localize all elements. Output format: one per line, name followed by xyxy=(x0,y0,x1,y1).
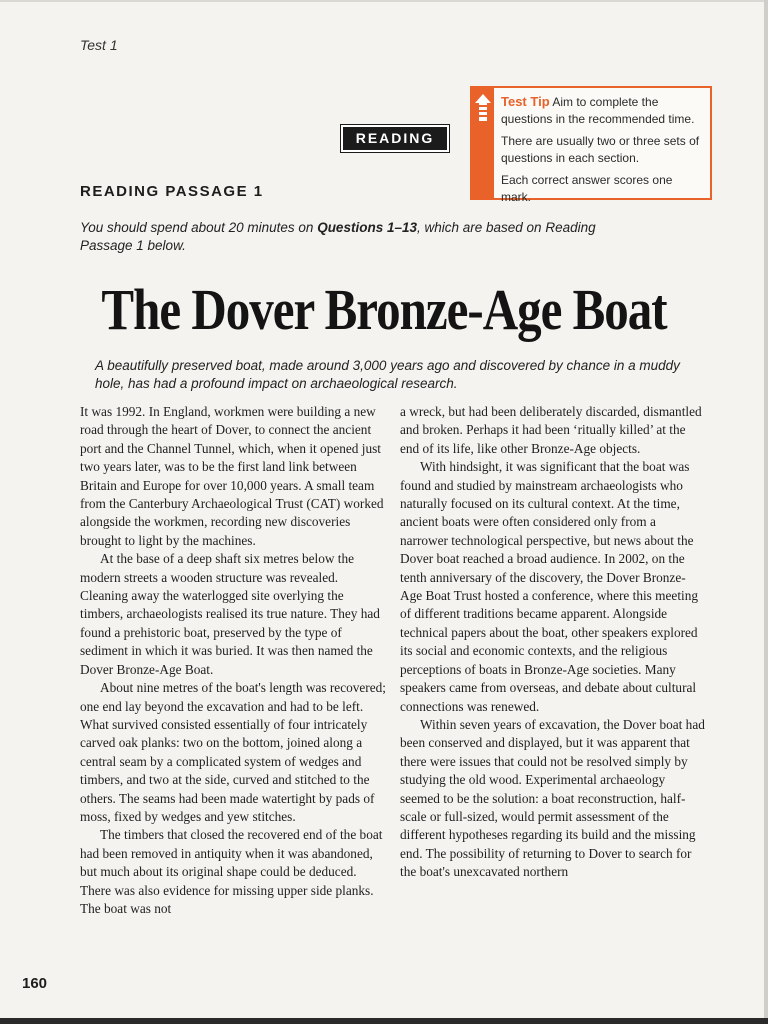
tip-lines-icon xyxy=(479,105,487,120)
tip-line-3: Each correct answer scores one mark. xyxy=(501,173,673,204)
page-edge-bottom xyxy=(0,1018,768,1024)
paragraph: At the base of a deep shaft six metres below the modern streets a wooden structure was revealed. Cleaning away the waterlogged site overlying the timbers, archaeologists realised its true nature. They had found a prehistoric boat, preserved by the type of sediment in which it was buried. It was then named the Dover Bronze-Age Boat. xyxy=(80,551,380,677)
paragraph: About nine metres of the boat's length was recovered; one end lay beyond the excavation and had to be left. What survived consisted essentially of four intricately carved oak planks: two on the bottom, joined along a central seam by a complicated system of wedges and timbers, and two at the side, curved and stitched to the others. The seams had been made watertight by pads of moss, fixed by wedges and yew stitches. xyxy=(80,680,386,824)
left-column xyxy=(80,403,387,918)
instructions-questions: Questions 1–13 xyxy=(317,220,417,235)
instructions-after: , which are based on Reading Passage 1 below. xyxy=(80,220,596,253)
tip-line-2: There are usually two or three sets of questions in each section. xyxy=(501,134,700,165)
paragraph: a wreck, but had been deliberately discarded, dismantled and broken. Perhaps it had been ‘ritually killed’ at the end of its life, like other Bronze-Age objects. xyxy=(400,404,702,456)
instructions-before: You should spend about 20 minutes on xyxy=(80,220,318,235)
test-tip-box xyxy=(470,86,712,204)
paragraph: It was 1992. In England, workmen were building a new road through the heart of Dover, to connect the ancient port and the Channel Tunnel, which, when it opened just two years later, was to be the first land link between Britain and Europe for over 10,000 years. A small team from the Canterbury Archaeological Trust (CAT) worked alongside the workmen, recording new discoveries brought to light by the machines. xyxy=(80,404,384,548)
tip-text xyxy=(501,93,705,211)
up-arrow-icon xyxy=(475,94,491,103)
paragraph: With hindsight, it was significant that the boat was found and studied by mainstream archaeologists who naturally focused on its cultural context. At the time, ancient boats were often considered only from a narrower technological perspective, but news about the Dover boat reached a broad audience. In 2002, on the tenth anniversary of the discovery, the Dover Bronze-Age Boat Trust hosted a conference, where this meeting of different traditions became apparent. Alongside technical papers about the boat, other speakers explored its social and economic contexts, and the religious perceptions of boats in Bronze-Age societies. Many speakers came from overseas, and debate about cultural connections was renewed. xyxy=(400,459,698,714)
tip-arrow-shaft xyxy=(479,103,487,121)
article-title: The Dover Bronze-Age Boat xyxy=(101,277,667,343)
article-subtitle: A beautifully preserved boat, made around 3,000 years ago and discovered by chance in a muddy hole, has had a profound impact on archaeological research. xyxy=(95,358,680,391)
paragraph: The timbers that closed the recovered end of the boat had been removed in antiquity when it was abandoned, but much about its original shape could be deduced. There was also evidence for missing upper side planks. The boat was not xyxy=(80,827,383,916)
page-edge-top xyxy=(0,0,768,2)
tip-strip xyxy=(472,88,494,198)
page-edge-right xyxy=(764,0,768,1024)
tip-label: Test Tip xyxy=(501,94,550,109)
tip-line-1-text: Aim to complete the questions in the recommended time. xyxy=(501,95,695,126)
section-label: READING xyxy=(341,125,449,152)
running-head: Test 1 xyxy=(80,37,118,53)
passage-heading: READING PASSAGE 1 xyxy=(80,183,264,200)
page-number: 160 xyxy=(22,975,48,992)
tip-line-1 xyxy=(501,93,705,128)
right-column xyxy=(400,403,707,882)
instructions xyxy=(80,219,640,255)
paragraph: Within seven years of excavation, the Dover boat had been conserved and displayed, but it was apparent that there were issues that could not be resolved simply by studying the old wood. Experimental archaeology seemed to be the solution: a boat reconstruction, half-scale or full-sized, would permit assessment of the different hypotheses regarding its build and the missing end. The possibility of returning to Dover to search for the boat's unexcavated northern xyxy=(400,716,705,880)
